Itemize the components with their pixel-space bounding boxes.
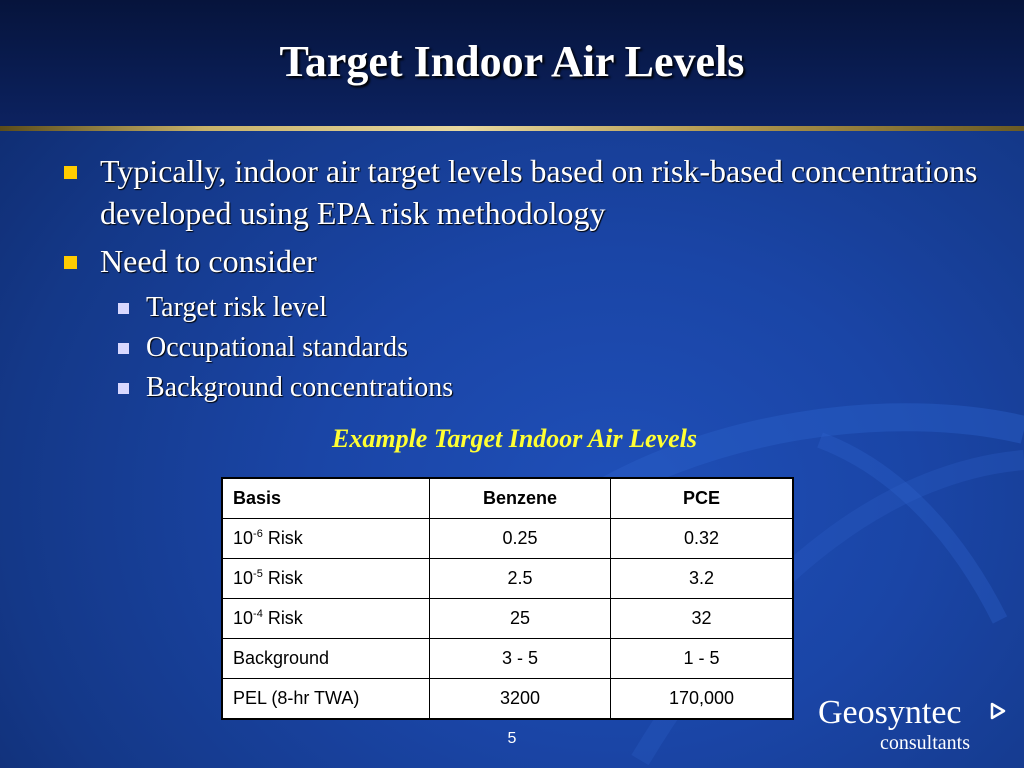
title-divider — [0, 126, 1024, 131]
cell-benzene: 3 - 5 — [430, 639, 611, 679]
header-benzene: Benzene — [430, 478, 611, 519]
cell-pce: 32 — [611, 599, 794, 639]
bullet-item — [62, 150, 1002, 234]
sub-bullet-text: Occupational standards — [146, 332, 409, 363]
bullet-list — [62, 150, 1002, 408]
square-bullet-icon — [64, 256, 77, 269]
bullet-text: Typically, indoor air target levels based on risk-based concentrations developed using EPA risk methodology — [100, 153, 978, 231]
square-bullet-icon — [64, 166, 77, 179]
cell-benzene: 0.25 — [430, 519, 611, 559]
cell-basis: Background — [222, 639, 430, 679]
bullet-item — [62, 240, 1002, 282]
cell-benzene: 25 — [430, 599, 611, 639]
target-levels-table — [221, 477, 794, 720]
sub-bullet-item — [62, 288, 1002, 328]
cell-pce: 1 - 5 — [611, 639, 794, 679]
table-row — [222, 599, 793, 639]
sub-bullet-item — [62, 368, 1002, 408]
play-arrow-icon — [989, 702, 1007, 720]
cell-basis: $10^{-4}$ Risk — [222, 599, 430, 639]
logo-subtitle: consultants — [880, 732, 970, 754]
company-logo — [818, 694, 1018, 760]
table-header-row — [222, 478, 793, 519]
cell-benzene: 2.5 — [430, 559, 611, 599]
square-bullet-icon — [118, 303, 129, 314]
table-row — [222, 679, 793, 720]
bullet-text: Need to consider — [100, 243, 317, 279]
table-row — [222, 519, 793, 559]
sub-bullet-item — [62, 328, 1002, 368]
cell-basis: $10^{-6}$ Risk — [222, 519, 430, 559]
cell-benzene: 3200 — [430, 679, 611, 720]
cell-pce: 3.2 — [611, 559, 794, 599]
square-bullet-icon — [118, 383, 129, 394]
cell-basis: $10^{-5}$ Risk — [222, 559, 430, 599]
slide-title: Target Indoor Air Levels — [279, 37, 745, 86]
page-number: 5 — [507, 730, 517, 747]
table-row — [222, 639, 793, 679]
logo-name: Geosyntec — [818, 694, 962, 731]
cell-pce: 0.32 — [611, 519, 794, 559]
header-basis: Basis — [222, 478, 430, 519]
header-pce: PCE — [611, 478, 794, 519]
sub-bullet-text: Background concentrations — [146, 372, 454, 403]
cell-pce: 170,000 — [611, 679, 794, 720]
sub-bullet-text: Target risk level — [146, 292, 328, 323]
table-caption: Example Target Indoor Air Levels — [332, 424, 697, 453]
square-bullet-icon — [118, 343, 129, 354]
cell-basis: PEL (8-hr TWA) — [222, 679, 430, 720]
table-row — [222, 559, 793, 599]
